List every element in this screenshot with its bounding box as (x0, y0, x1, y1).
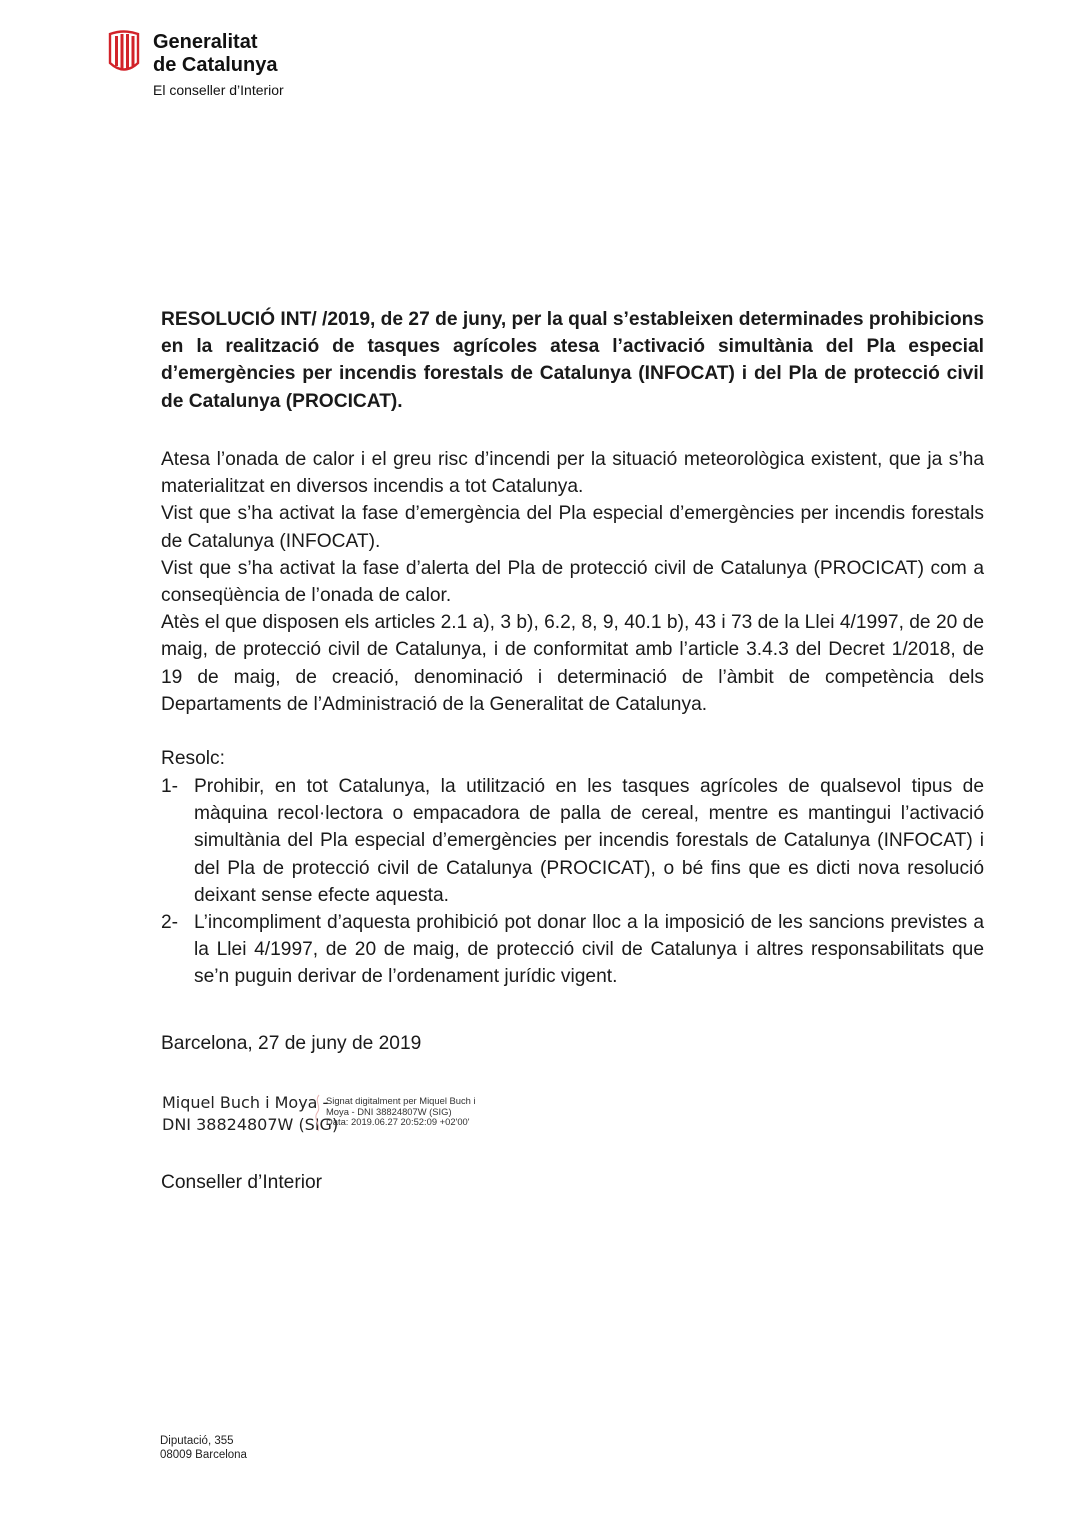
signature-details-line1: Signat digitalment per Miquel Buch i (326, 1095, 476, 1106)
decision-item (161, 909, 984, 991)
decision-list (161, 773, 984, 991)
institution-name (153, 31, 277, 77)
signature-mark-icon (312, 1093, 324, 1133)
signer-position: Conseller d’Interior (161, 1172, 323, 1193)
considerations (161, 446, 984, 718)
institution-name-line2: de Catalunya (153, 54, 278, 76)
consideration-paragraph: Vist que s’ha activat la fase d’alerta del Pla de protecció civil de Catalunya (PROCICAT) com a conseqüència de l’onada de calor. (161, 557, 984, 607)
address-line2: 08009 Barcelona (160, 1449, 247, 1461)
consideration-paragraph: Atès el que disposen els articles 2.1 a), 3 b), 6.2, 8, 9, 40.1 b), 43 i 73 de la Llei 4/1997, de 20 de maig, de protecció civil de Catalunya, i de conformitat amb l’article 3.4.3 del Decret 1/2018, de 19 de maig, de creació, denominació i determinació de l’àmbit de competència dels Departaments de l’Administració de la Generalitat de Catalunya. (161, 612, 984, 715)
digital-signature-details (326, 1096, 501, 1128)
resolve-label: Resolc: (161, 748, 225, 769)
consideration-paragraph: Atesa l’onada de calor i el greu risc d’incendi per la situació meteorològica existent, que ja s’ha materialitzat en diversos incendis a tot Catalunya. (161, 449, 984, 498)
resolution-title: RESOLUCIÓ INT/ /2019, de 27 de juny, per la qual s’estableixen determinades prohibicions en la realització de tasques agrícoles atesa l’activació simultània del Pla especial d’emergències per incendis forestals de Catalunya (INFOCAT) i del Pla de protecció civil de Catalunya (PROCICAT). (161, 309, 984, 412)
decision-text: Prohibir, en tot Catalunya, la utilització en les tasques agrícoles de qualsevol tipus de màquina recol·lectora o empacadora de palla de cereal, mentre es mantingui l’activació simultània del Pla especial d’emergències per incendis forestals de Catalunya (INFOCAT) i del Pla de protecció civil de Catalunya (PROCICAT), o bé fins que es dicti nova resolució deixant sense efecte aquesta. (194, 776, 984, 906)
generalitat-logo-icon (107, 30, 141, 74)
signer-line1: Miquel Buch i Moya - (162, 1093, 329, 1112)
institution-name-line1: Generalitat (153, 31, 258, 53)
signature-details-line3: Data: 2019.06.27 20:52:09 +02'00' (326, 1116, 470, 1128)
department-name: El conseller d’Interior (153, 82, 284, 98)
footer-address (160, 1434, 247, 1462)
address-line1: Diputació, 355 (160, 1435, 234, 1447)
decision-number: 2- (161, 912, 179, 934)
decision-text: L’incompliment d’aquesta prohibició pot donar lloc a la imposició de les sancions previstes a la Llei 4/1997, de 20 de maig, de protecció civil de Catalunya i altres responsabilitats que se’n puguin derivar de l’ordenament jurídic vigent. (194, 912, 984, 988)
decision-number: 1- (161, 776, 179, 797)
signature-details-line2: Moya - DNI 38824807W (SIG) (326, 1105, 452, 1117)
place-date: Barcelona, 27 de juny de 2019 (161, 1033, 422, 1054)
decision-item (161, 773, 984, 909)
signer-line2: DNI 38824807W (SIG) (162, 1115, 339, 1134)
consideration-paragraph: Vist que s’ha activat la fase d’emergència del Pla especial d’emergències per incendis forestals de Catalunya (INFOCAT). (161, 503, 984, 552)
